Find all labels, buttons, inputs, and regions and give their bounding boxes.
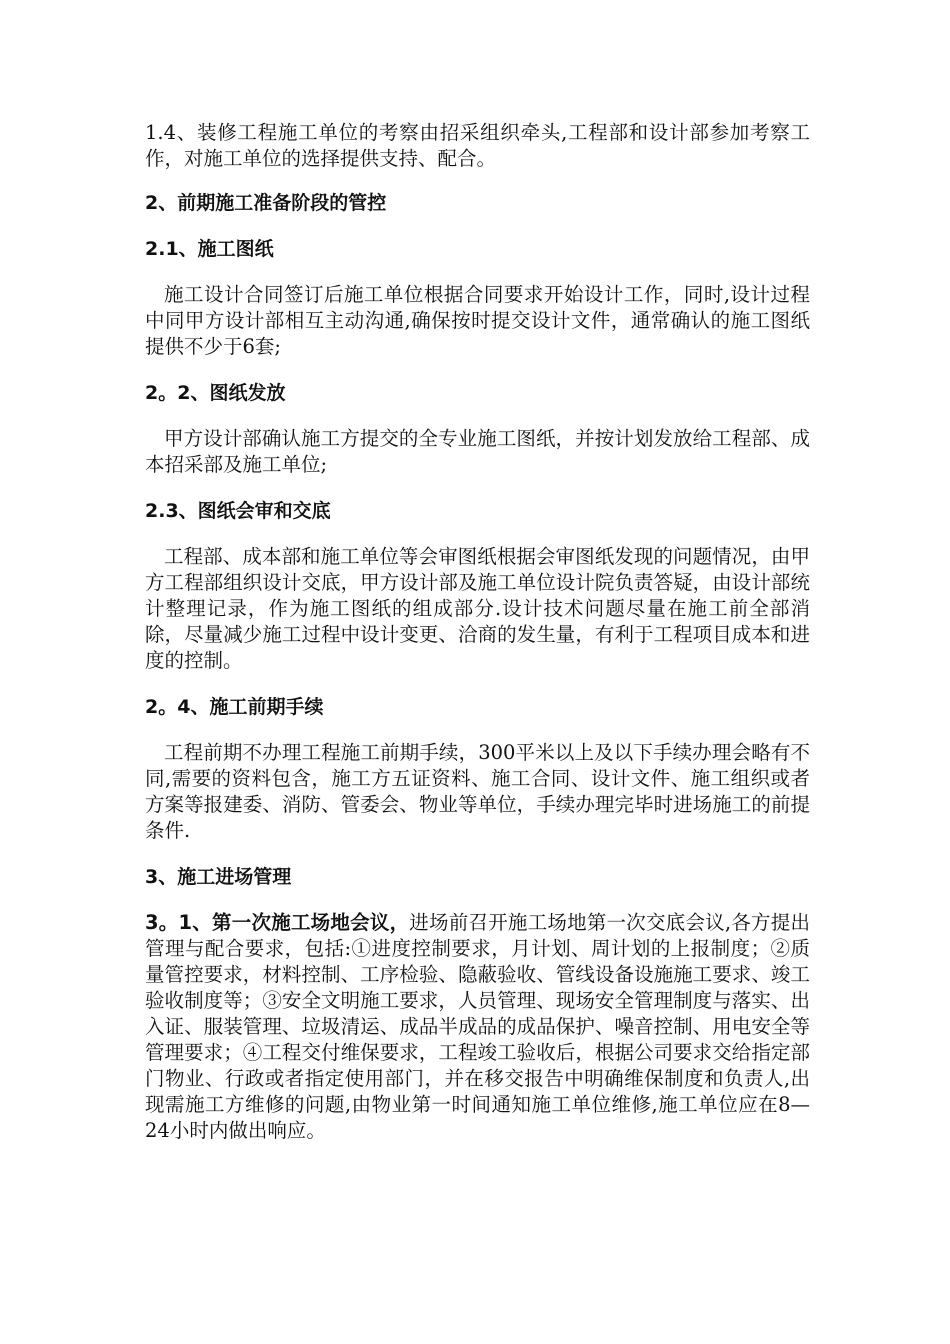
heading-2-3: 2.3、图纸会审和交底 xyxy=(145,500,331,522)
heading-3: 3、施工进场管理 xyxy=(145,866,292,888)
paragraph-3-1-body: 进场前召开施工场地第一次交底会议,各方提出管理与配合要求，包括:①进度控制要求，月计划、周计划的上报制度；②质量管控要求，材料控制、工序检验、隐蔽验收、管线设备设施施工要求、竣工验收制度等；③安全文明施工要求，人员管理、现场安全管理制度与落实、出入证、服装管理、垃圾清运、成品半成品的成品保护、噪音控制、用电安全等管理要求；④工程交付维保要求，工程竣工验收后，根据公司要求交给指定部门物业、行政或者指定使用部门，并在移交报告中明确维保制度和负责人,出现需施工方维修的问题,由物业第一时间通知施工单位维修,施工单位应在8—24小时内做出响应。 xyxy=(145,911,810,1142)
paragraph-1-4: 1.4、装修工程施工单位的考察由招采组织牵头,工程部和设计部参加考察工作，对施工单位的选择提供支持、配合。 xyxy=(145,121,810,170)
heading-2: 2、前期施工准备阶段的管控 xyxy=(145,192,387,214)
paragraph-3-1 xyxy=(145,910,810,1144)
heading-2-2: 2。2、图纸发放 xyxy=(145,382,286,404)
paragraph-2-4: 工程前期不办理工程施工前期手续，300平米以上及以下手续办理会略有不同,需要的资料包含，施工方五证资料、施工合同、设计文件、施工组织或者方案等报建委、消防、管委会、物业等单位，手续办理完毕时进场施工的前提条件. xyxy=(145,741,810,842)
heading-2-4: 2。4、施工前期手续 xyxy=(145,696,324,718)
document-page xyxy=(145,120,810,1164)
paragraph-3-1-lead: 3。1、第一次施工场地会议， xyxy=(145,911,410,934)
heading-2-1: 2.1、施工图纸 xyxy=(145,238,274,260)
paragraph-2-3: 工程部、成本部和施工单位等会审图纸根据会审图纸发现的问题情况，由甲方工程部组织设计交底，甲方设计部及施工单位设计院负责答疑，由设计部统计整理记录，作为施工图纸的组成部分.设计技术问题尽量在施工前全部消除，尽量减少施工过程中设计变更、洽商的发生量，有利于工程项目成本和进度的控制。 xyxy=(145,545,810,672)
paragraph-2-1: 施工设计合同签订后施工单位根据合同要求开始设计工作，同时,设计过程中同甲方设计部相互主动沟通,确保按时提交设计文件，通常确认的施工图纸提供不少于6套; xyxy=(145,283,810,358)
paragraph-2-2: 甲方设计部确认施工方提交的全专业施工图纸，并按计划发放给工程部、成本招采部及施工单位; xyxy=(145,427,810,476)
